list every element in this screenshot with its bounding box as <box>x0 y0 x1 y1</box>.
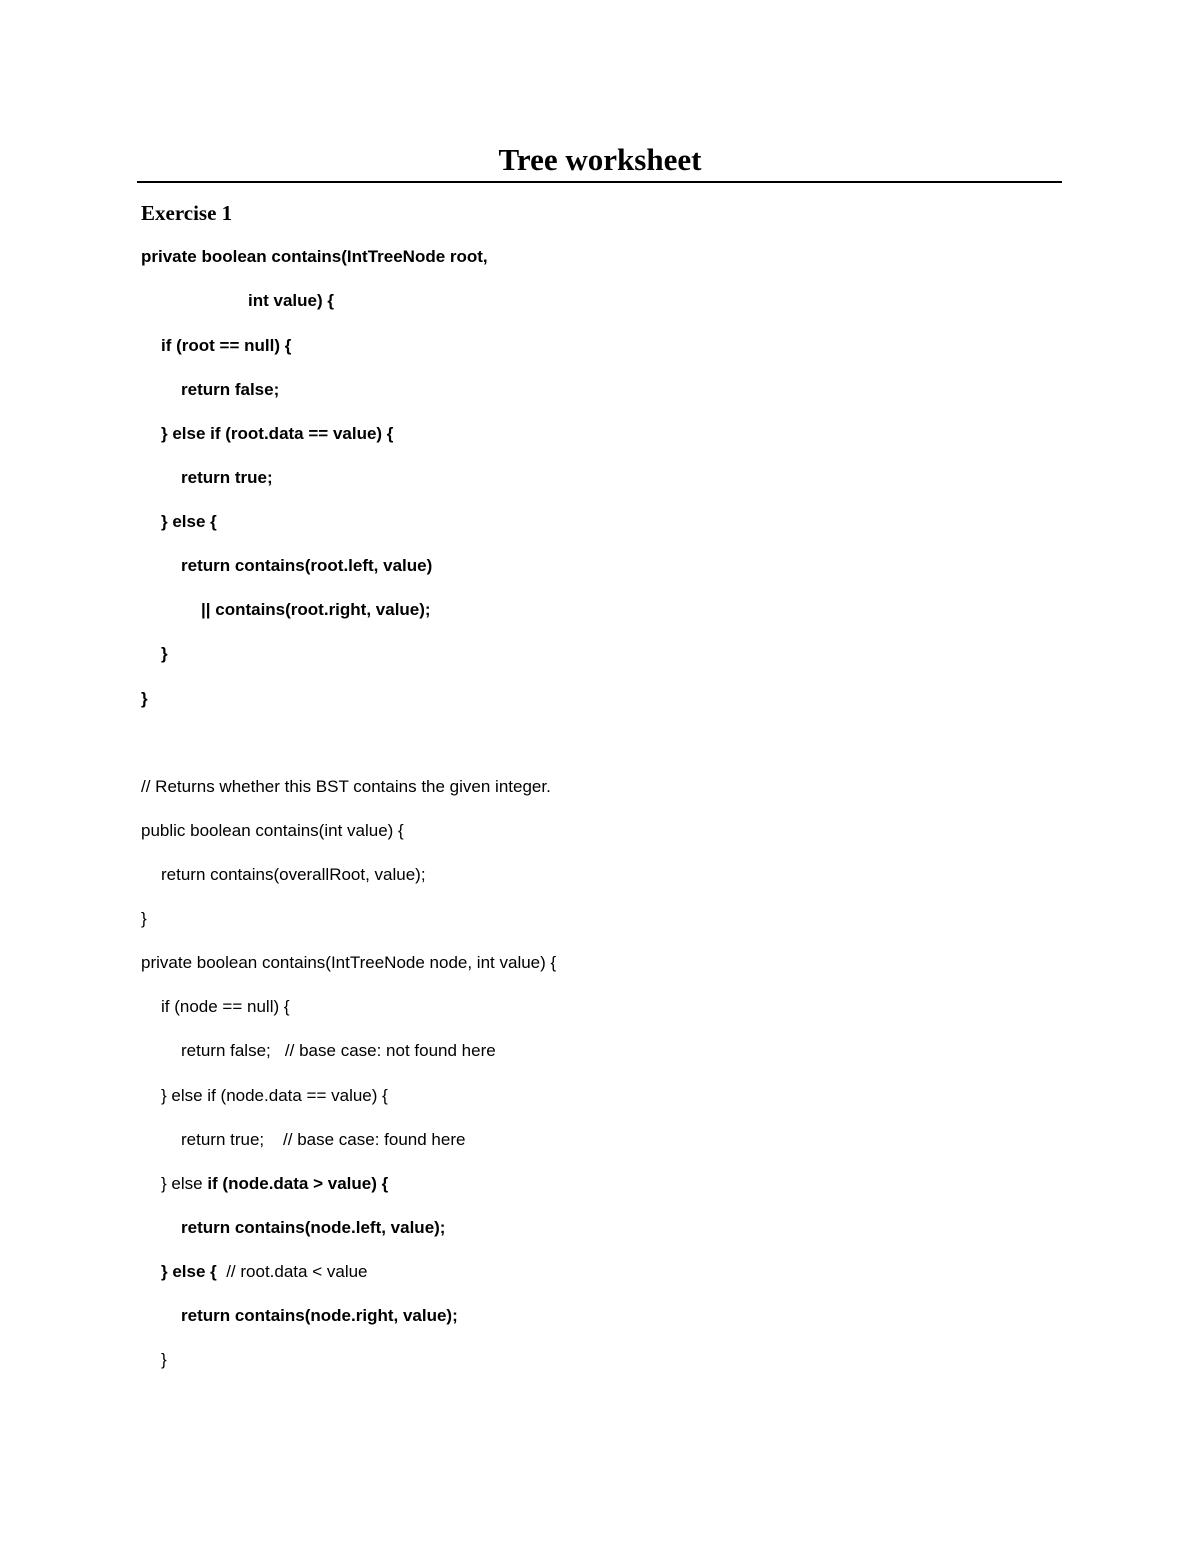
code-comment-line: // Returns whether this BST contains the given integer. <box>141 777 551 796</box>
code-line: } <box>141 689 148 708</box>
code-line: return true; <box>181 468 273 487</box>
code-line: } else if (node.data == value) { <box>161 1086 388 1105</box>
code-line <box>161 1172 388 1196</box>
code-line: return contains(root.left, value) <box>181 556 433 575</box>
code-line: } <box>161 1350 167 1369</box>
code-line: return false; <box>181 380 280 399</box>
code-line: } else { <box>161 512 217 531</box>
code-line: public boolean contains(int value) { <box>141 821 404 840</box>
code-line: return false; // base case: not found here <box>181 1041 496 1060</box>
code-line: private boolean contains(IntTreeNode root, <box>141 247 488 266</box>
code-fragment: // root.data < value <box>216 1262 368 1281</box>
code-line: return true; // base case: found here <box>181 1130 466 1149</box>
code-line: || contains(root.right, value); <box>201 600 431 619</box>
code-line: return contains(node.left, value); <box>181 1218 446 1237</box>
code-line: } else if (root.data == value) { <box>161 424 394 443</box>
code-fragment: } else { <box>161 1262 217 1281</box>
code-line: return contains(node.right, value); <box>181 1306 458 1325</box>
code-line <box>161 1260 368 1284</box>
exercise-heading: Exercise 1 <box>141 201 233 225</box>
code-line: } <box>161 644 168 663</box>
code-line: } <box>141 909 147 928</box>
title-divider <box>137 181 1062 183</box>
code-line: if (root == null) { <box>161 336 292 355</box>
code-line: private boolean contains(IntTreeNode node, int value) { <box>141 953 557 972</box>
code-line: if (node == null) { <box>161 997 290 1016</box>
code-line: int value) { <box>248 291 334 310</box>
code-fragment: } else <box>161 1174 208 1193</box>
page-title: Tree worksheet <box>498 142 702 177</box>
code-fragment: if (node.data > value) { <box>207 1174 389 1193</box>
code-line: return contains(overallRoot, value); <box>161 865 426 884</box>
